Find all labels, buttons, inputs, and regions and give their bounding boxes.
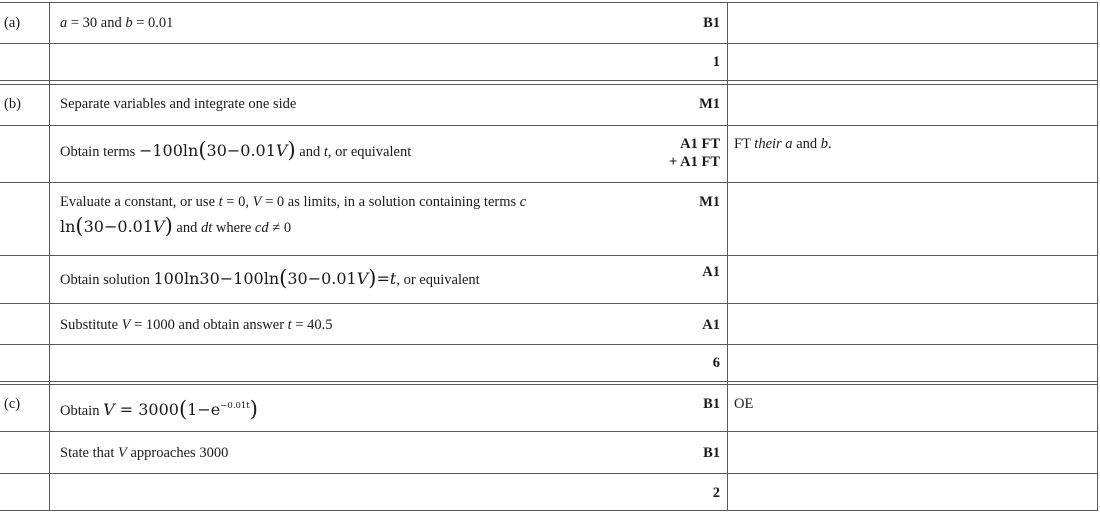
b-row2-mark-plus-a1ft: + A1 FT bbox=[669, 154, 720, 170]
b-row1-text: Separate variables and integrate one side bbox=[60, 96, 297, 112]
b-row2-mark-a1ft: A1 FT bbox=[680, 136, 720, 152]
row-divider bbox=[0, 431, 1098, 432]
table-border-bottom bbox=[0, 510, 1098, 511]
b-row5-text: Substitute V = 1000 and obtain answer t = 40.5 bbox=[60, 317, 333, 333]
c-row2-text: State that V approaches 3000 bbox=[60, 445, 229, 461]
c-row1-guidance: OE bbox=[734, 396, 754, 412]
row-divider bbox=[0, 473, 1098, 474]
b-row3-line1: Evaluate a constant, or use t = 0, V = 0 as limits, in a solution containing terms c bbox=[60, 194, 527, 210]
table-border-top bbox=[0, 2, 1098, 3]
mark-b1: B1 bbox=[703, 15, 720, 31]
b-row3-mark: M1 bbox=[699, 194, 720, 210]
b-row2-guidance: FT their a and b. bbox=[734, 136, 832, 152]
row-divider bbox=[0, 125, 1098, 126]
c-row1-mark: B1 bbox=[703, 396, 720, 412]
part-b-total: 6 bbox=[712, 355, 720, 371]
column-divider bbox=[49, 2, 50, 511]
part-a-total: 1 bbox=[712, 54, 720, 70]
part-label-c: (c) bbox=[4, 396, 21, 412]
b-row4-text: Obtain solution 100ln30−100ln(30−0.01V)=t, or equivalent bbox=[60, 266, 480, 290]
part-c-total: 2 bbox=[712, 485, 720, 501]
row-divider bbox=[0, 303, 1098, 304]
section-divider bbox=[0, 84, 1098, 85]
row-divider bbox=[0, 255, 1098, 256]
part-a-answer: a = 30 and b = 0.01 bbox=[60, 15, 174, 31]
column-divider bbox=[727, 2, 728, 511]
b-row5-mark: A1 bbox=[702, 317, 720, 333]
b-row1-mark: M1 bbox=[699, 96, 720, 112]
section-divider bbox=[0, 381, 1098, 382]
row-divider bbox=[0, 43, 1098, 44]
b-row4-mark: A1 bbox=[702, 264, 720, 280]
row-divider bbox=[0, 182, 1098, 183]
c-row1-text: Obtain $V = 3000(1-e^{-0.01t})$ bbox=[60, 397, 258, 421]
row-divider bbox=[0, 344, 1098, 345]
section-divider bbox=[0, 384, 1098, 385]
b-row3-line2: ln(30−0.01V) and dt where cd ≠ 0 bbox=[60, 214, 292, 238]
part-label-b: (b) bbox=[4, 96, 21, 112]
column-divider bbox=[1097, 2, 1098, 511]
b-row2-text: Obtain terms −100ln(30−0.01V) and t, or equivalent bbox=[60, 138, 412, 162]
section-divider bbox=[0, 80, 1098, 81]
c-row2-mark: B1 bbox=[703, 445, 720, 461]
part-label-a: (a) bbox=[4, 15, 21, 31]
